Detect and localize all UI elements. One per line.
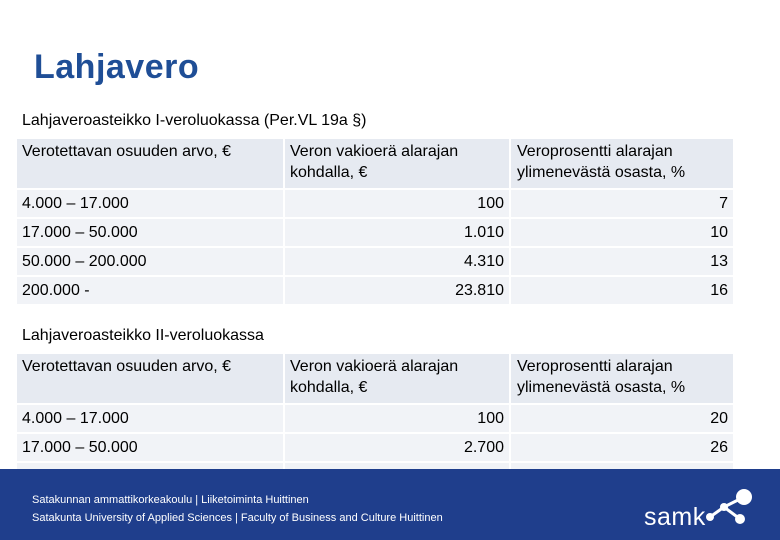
rate-cell: 13 (511, 248, 733, 275)
table-header-row (17, 354, 733, 403)
header-cell-rate: Veroprosentti alarajan ylimenevästä osasta, % (511, 354, 733, 403)
bracket-cell: 17.000 – 50.000 (17, 434, 283, 461)
samk-logo-icon (700, 487, 756, 527)
header-cell-base-tax: Veron vakioerä alarajan kohdalla, € (285, 139, 509, 188)
footer-bar (0, 469, 780, 540)
rate-cell: 10 (511, 219, 733, 246)
header-cell-value: Verotettavan osuuden arvo, € (17, 354, 283, 403)
bracket-cell: 50.000 – 200.000 (17, 248, 283, 275)
bracket-cell: 4.000 – 17.000 (17, 190, 283, 217)
header-cell-rate: Veroprosentti alarajan ylimenevästä osasta, % (511, 139, 733, 188)
footer-line-2: Satakunta University of Applied Sciences | Faculty of Business and Culture Huittinen (32, 512, 443, 524)
table-row (17, 405, 733, 432)
base-tax-cell: 1.010 (285, 219, 509, 246)
base-tax-cell: 4.310 (285, 248, 509, 275)
table-header-row (17, 139, 733, 188)
base-tax-cell: 23.810 (285, 277, 509, 304)
bracket-cell: 4.000 – 17.000 (17, 405, 283, 432)
bracket-cell: 200.000 - (17, 277, 283, 304)
rate-cell: 7 (511, 190, 733, 217)
rate-cell: 20 (511, 405, 733, 432)
header-cell-base-tax: Veron vakioerä alarajan kohdalla, € (285, 354, 509, 403)
header-cell-value: Verotettavan osuuden arvo, € (17, 139, 283, 188)
bracket-cell: 17.000 – 50.000 (17, 219, 283, 246)
table-row (17, 277, 733, 304)
section2-subtitle: Lahjaveroasteikko II-veroluokassa (22, 327, 264, 344)
section1-subtitle-text: Lahjaveroasteikko I-veroluokassa (22, 112, 260, 129)
rate-cell: 16 (511, 277, 733, 304)
samk-logo-text: samk (644, 503, 706, 531)
base-tax-cell: 2.700 (285, 434, 509, 461)
base-tax-cell: 100 (285, 405, 509, 432)
page-title: Lahjavero (34, 48, 200, 86)
section1-subtitle-ref: (Per.VL 19a §) (263, 112, 367, 129)
table-row (17, 248, 733, 275)
rate-cell: 26 (511, 434, 733, 461)
table-row (17, 434, 733, 461)
table-row (17, 219, 733, 246)
footer-line-1: Satakunnan ammattikorkeakoulu | Liiketoiminta Huittinen (32, 494, 309, 506)
section1-subtitle (22, 112, 367, 130)
tax-table-class-1 (17, 139, 733, 306)
base-tax-cell: 100 (285, 190, 509, 217)
table-row (17, 190, 733, 217)
